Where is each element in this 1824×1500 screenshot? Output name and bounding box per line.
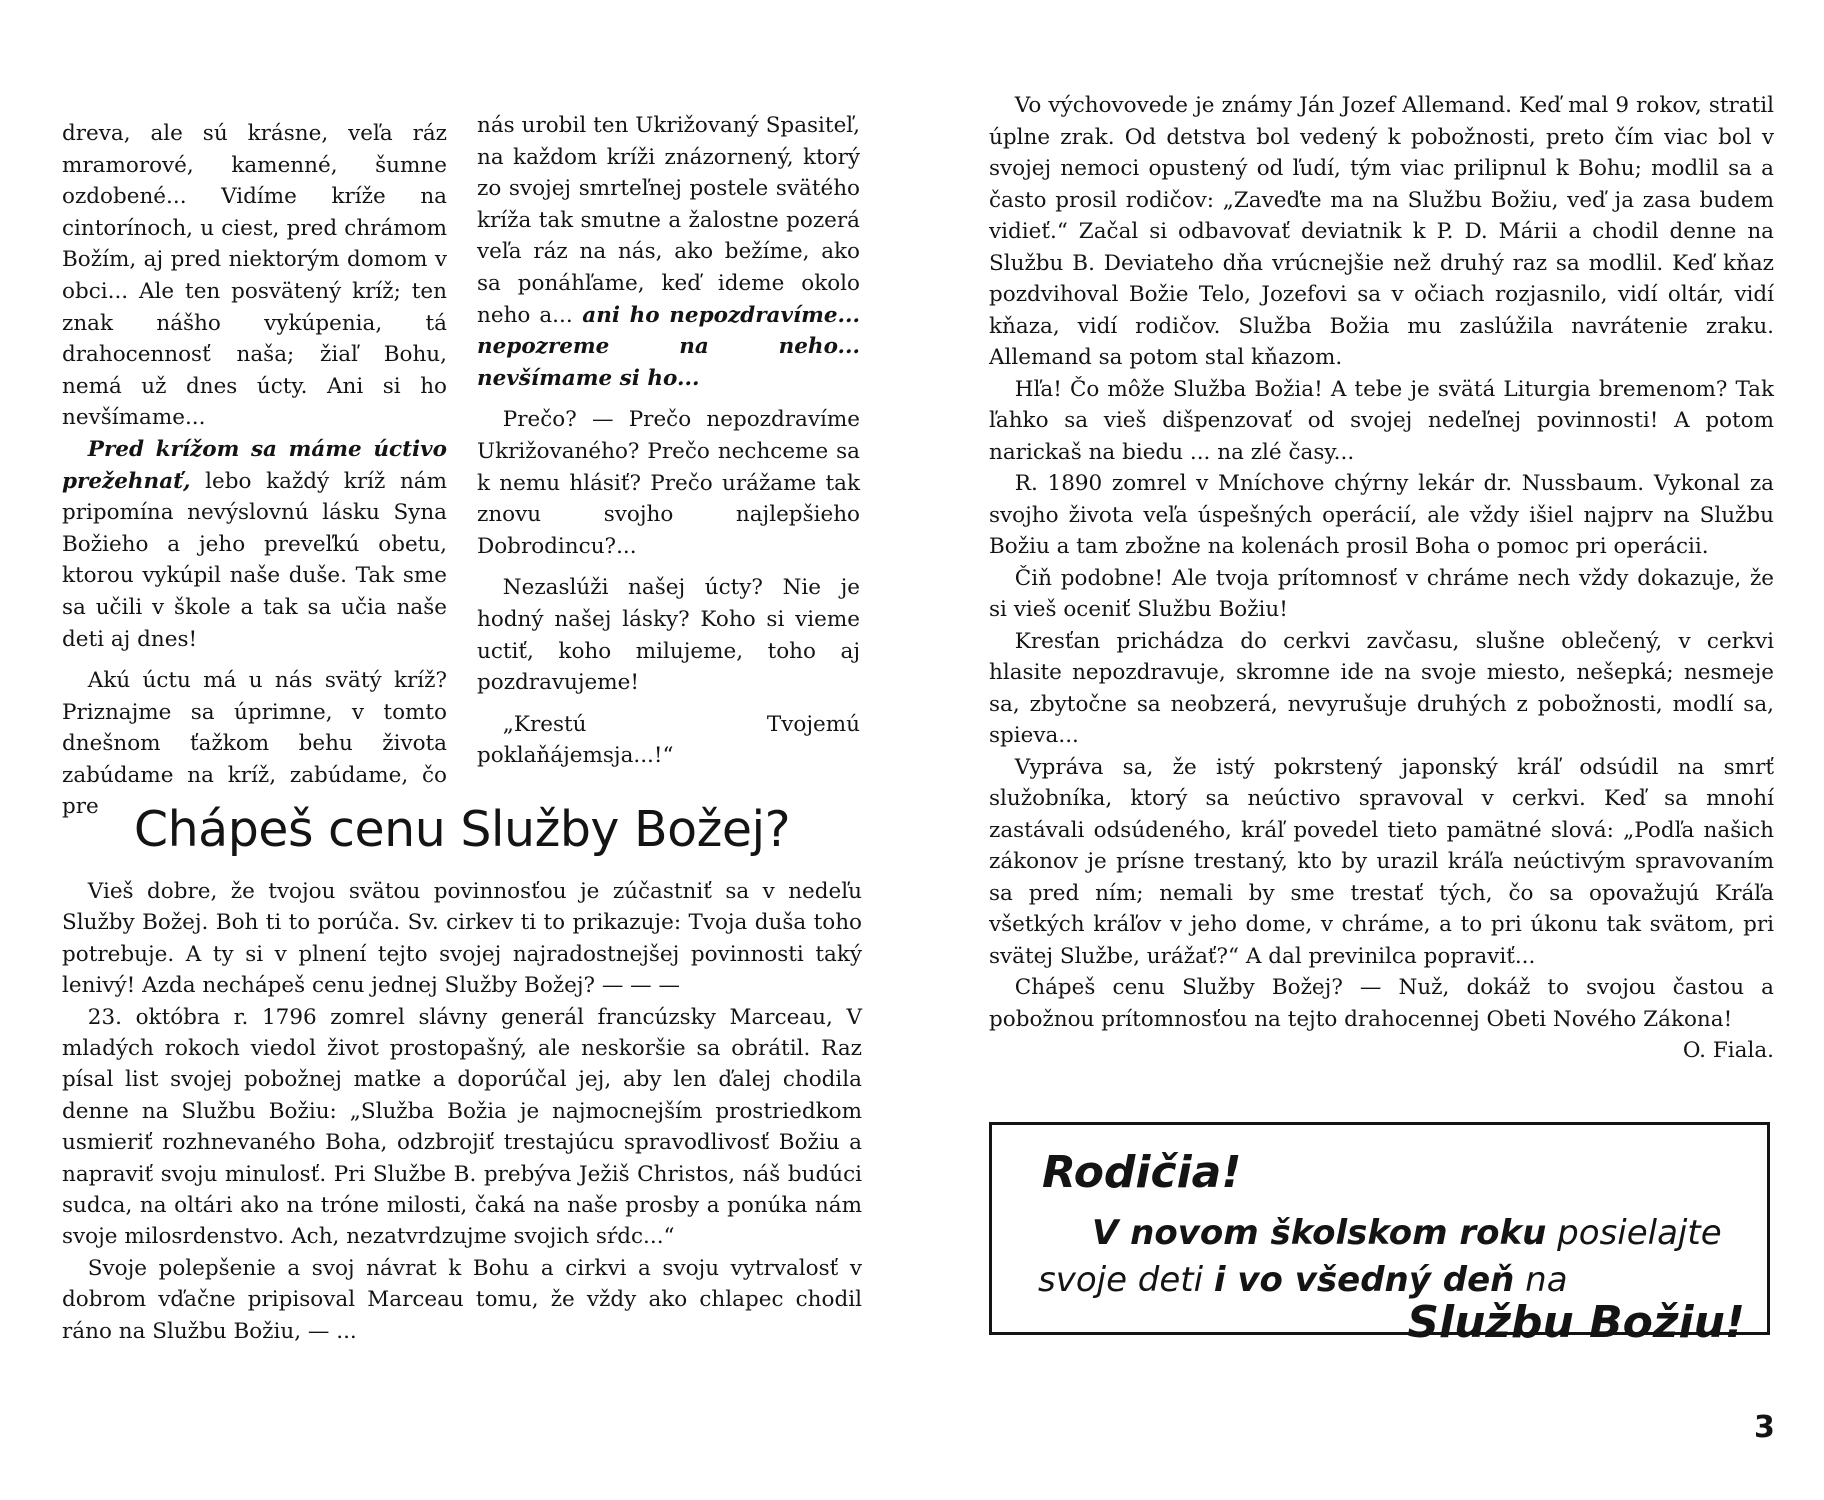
paragraph: Vypráva sa, že istý pokrstený japonský kráľ odsúdil na smrť služobníka, ktorý sa neúctivo spravoval v cerkvi. Keď sa mnohí zastávali odsúdeného, kráľ povedel tieto pamätné slová: „Podľa našich zákonov je prísne trestaný, kto by urazil kráľa neúctivým spravovaním sa pred ním; nemali by sme trestať tých, čo sa opovažujú Kráľa všetkých kráľov v jeho dome, v chráme, a to pri úkonu tak svätom, pri svätej Službe, urážať?“ A dal previnilca popraviť...: [989, 754, 1774, 969]
paragraph: Chápeš cenu Služby Božej? — Nuž, dokáž to svojou častou a pobožnou prítomnosťou na tejto drahocennej Obeti Nového Zákona!: [989, 975, 1774, 1032]
notice-title: Rodičia!: [1042, 1147, 1242, 1198]
article-body: [62, 876, 862, 1347]
paragraph: Prečo? — Prečo nepozdravíme Ukrižovaného? Prečo nechceme sa k nemu hlásiť? Prečo urážame tak znovu svojho najlepšieho Dobrodincu?...: [477, 407, 860, 559]
paragraph: R. 1890 zomrel v Mníchove chýrny lekár dr. Nussbaum. Vykonal za svojho života veľa úspešných operácií, ale vždy išiel najprv na Službu Božiu a tam zbožne na kolenách prosil Boha o pomoc pri operácii.: [989, 471, 1774, 559]
paragraph: Vieš dobre, že tvojou svätou povinnosťou je zúčastniť sa v nedeľu Služby Božej. Boh ti to porúča. Sv. cirkev ti to prikazuje: Tvoja duša toho potrebuje. A ty si v plnení tejto svojej najradostnejšej povinnosti taký lenivý! Azda nechápeš cenu jednej Služby Božej? — — —: [62, 879, 862, 999]
right-page-body: [989, 90, 1774, 1067]
paragraph-text: lebo každý kríž nám pripomína nevýslovnú lásku Syna Božieho a jeho preveľkú obetu, ktorou vykúpil naše duše. Tak sme sa učili v škole a tak sa učia naše deti aj dnes!: [62, 468, 447, 652]
paragraph: Hľa! Čo môže Služba Božia! A tebe je svätá Liturgia bremenom? Tak ľahko sa vieš dišpenzovať od svojej nedeľnej povinnosti! A potom narickaš na biedu ... na zlé časy...: [989, 376, 1774, 465]
paragraph: Kresťan prichádza do cerkvi zavčasu, slušne oblečený, v cerkvi hlasite nepozdravuje, skromne ide na svoje miesto, nešepká; nesmeje sa, zbytočne sa neobzerá, nevyrušuje druhých z pobožnosti, modlí sa, spieva...: [989, 628, 1774, 748]
paragraph: Nezaslúži našej úcty? Nie je hodný našej lásky? Koho si vieme uctiť, koho milujeme, toho aj pozdravujeme!: [477, 575, 860, 696]
notice-line: [1038, 1260, 1568, 1300]
notice-text: svoje deti: [1038, 1260, 1214, 1300]
paragraph: Vo výchovovede je známy Ján Jozef Allemand. Keď mal 9 rokov, stratil úplne zrak. Od detstva bol vedený k pobožnosti, preto čím viac bol v svojej nemoci opustený od ľudí, tým viac prilipnul k Bohu; modlil sa a často prosil rodičov: „Zaveďte ma na Službu Božiu, veď ja zasa budem vidieť.“ Začal si odbavovať deviatnik k P. D. Márii a chodil denne na Službu B. Deviateho dňa vrúcnejšie než druhý raz sa modlil. Keď kňaz pozdvihoval Božie Telo, Jozefovi sa v očiach rozjasnilo, vidí oltár, vidí kňaza, vidí rodičov. Služba Božia mu zaslúžila navrátenie zraku. Allemand sa potom stal kňazom.: [989, 93, 1774, 370]
paragraph: dreva, ale sú krásne, veľa ráz mramorové, kamenné, šumne ozdobené... Vidíme kríže na cintorínoch, u ciest, pred chrámom Božím, aj pred niektorým domom v obci... Ale ten posvätený kríž; ten znak nášho vykúpenia, tá drahocennosť naša; žiaľ Bohu, nemá už dnes úcty. Ani si ho nevšímame...: [62, 121, 447, 431]
emphasis: Pred krížom sa máme úctivo prežehnať,: [62, 436, 447, 494]
paragraph: Akú úctu má u nás svätý kríž? Priznajme sa úprimne, v tomto dnešnom ťažkom behu života zabúdame na kríž, zabúdame, čo pre: [62, 668, 447, 820]
emphasis: ani ho nepozdravíme... nepozreme na neho... nevšímame si ho...: [477, 302, 860, 391]
notice-bold-text: V novom školskom roku: [1092, 1213, 1547, 1253]
left-column-2: [477, 110, 860, 772]
paragraph: [477, 110, 860, 394]
notice-bold-text: i vo všedný deň: [1213, 1260, 1515, 1300]
page-number: 3: [1754, 1410, 1775, 1445]
paragraph-text: nás urobil ten Ukrižovaný Spasiteľ, na každom kríži znázornený, ktorý zo svojej smrteľnej postele svätého kríža tak smutne a žalostne pozerá veľa ráz na nás, ako bežíme, ako sa ponáhľame, keď ideme okolo neho a...: [477, 113, 860, 328]
left-column-1: [62, 118, 447, 823]
article-headline: Chápeš cenu Služby Božej?: [133, 801, 791, 858]
notice-emphasis: Službu Božiu!: [1407, 1297, 1745, 1348]
parents-notice-box: [989, 1122, 1770, 1348]
paragraph: 23. októbra r. 1796 zomrel slávny generál francúzsky Marceau, V mladých rokoch viedol život prostopašný, ale neskoršie sa obrátil. Raz písal list svojej pobožnej matke a doporúčal jej, aby len ďalej chodila denne na Službu Božiu: „Služba Božia je najmocnejším prostriedkom usmieriť rozhnevaného Boha, odzbrojiť trestajúcu spravodlivosť Božiu a napraviť svoju minulosť. Pri Službe B. prebýva Ježiš Christos, náš budúci sudca, na oltári ako na tróne milosti, čaká na naše prosby a ponúka nám svoje milosrdenstvo. Ach, nezatvrdzujme svojich sŕdc...“: [62, 1004, 862, 1250]
notice-text: na: [1514, 1260, 1568, 1300]
paragraph: Čiň podobne! Ale tvoja prítomnosť v chráme nech vždy dokazuje, že si vieš oceniť Službu Božiu!: [989, 565, 1774, 622]
notice-text: posielajte: [1546, 1213, 1722, 1253]
notice-line: [1092, 1213, 1722, 1253]
author-signature: O. Fiala.: [1682, 1038, 1774, 1063]
paragraph: „Krestú Tvojemú poklaňájemsja...!“: [477, 711, 860, 769]
paragraph: Svoje polepšenie a svoj návrat k Bohu a cirkvi a svoju vytrvalosť v dobrom vďačne pripisoval Marceau tomu, že vždy ako chlapec chodil ráno na Službu Božiu, — ...: [62, 1255, 862, 1344]
paragraph: [62, 434, 447, 655]
